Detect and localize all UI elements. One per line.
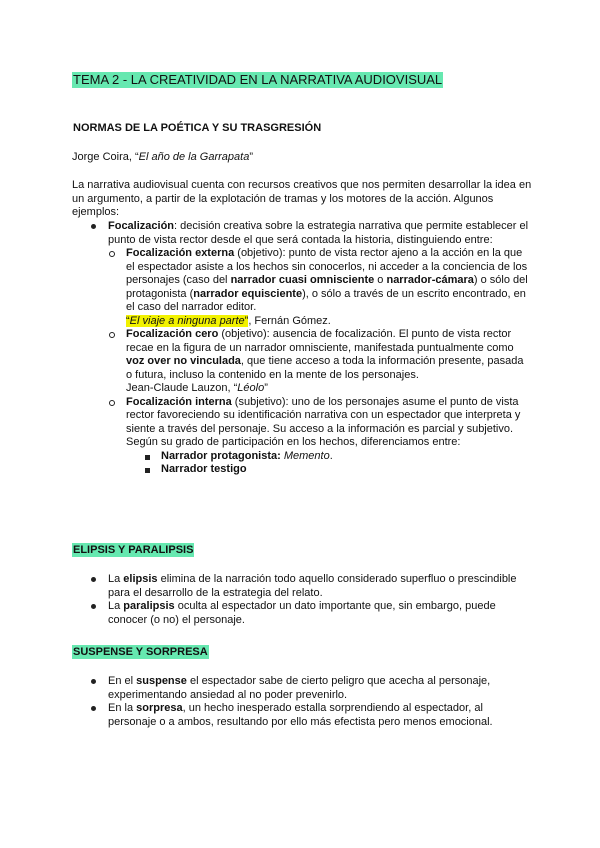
author-line: Jorge Coira, “El año de la Garrapata” [72,151,253,163]
list-item-focalizacion-interna: Focalización interna (subjetivo): uno de los personajes asume el punto de vista rector favoreciendo su identificación narrativa con un espectador que interpreta y siente a través del personaje. Su acceso a la información es parcial y subjetivo. Según su grado de participación en los hechos, diferenciamos entre: Narrador protagonista: Memento. Narrador testigo [108,396,532,477]
example-highlight: “El viaje a ninguna parte” [126,314,249,327]
page-title: TEMA 2 - LA CREATIVIDAD EN LA NARRATIVA AUDIOVISUAL [73,72,443,87]
list-item-focalizacion-externa: Focalización externa (objetivo): punto de vista rector ajeno a la acción en la que el espectador asiste a los hechos sin conocerlos, ni acceder a la conciencia de los personajes (caso del narrador cuasi omnisciente o narrador-cámara) o sólo del protagonista (narrador equisciente), o sólo a través de un escrito encontrado, en el caso del narrador editor. “El viaje a ninguna parte”, Fernán Gómez. [108,247,532,328]
section-heading-elipsis: ELIPSIS Y PARALIPSIS [73,544,194,556]
list-item-suspense: En el suspense el espectador sabe de cierto peligro que acecha al personaje, experimentando ansiedad al no poder prevenirlo. [91,675,532,702]
author-work-title: El año de la Garrapata [138,151,250,163]
list-item-narrador-testigo: Narrador testigo [145,463,532,477]
interna-sublist [145,450,532,477]
list-item-narrador-protagonista: Narrador protagonista: Memento. [145,450,532,464]
author-name: Jorge Coira, “ [72,151,139,163]
section-heading-normas: NORMAS DE LA POÉTICA Y SU TRASGRESIÓN [73,122,322,134]
list-item-paralipsis: La paralipsis oculta al espectador un dato importante que, sin embargo, puede conocer (o no) el personaje. [91,600,532,627]
list-item-focalizacion: Focalización: decisión creativa sobre la estrategia narrativa que permite establecer el punto de vista rector desde el que será contada la historia, distinguiendo entre: Focalización externa (objetivo): punto de vista rector ajeno a la acción en la que el espectador asiste a los hechos sin conocerlos, ni acceder a la conciencia de los personajes (caso del narrador cuasi omnisciente o narrador-cámara) o sólo del protagonista (narrador equisciente), o sólo a través de un escrito encontrado, en el caso del narrador editor. “El viaje a ninguna parte”, Fernán Gómez. Focalización cero (objetivo): ausencia de focalización. El punto de vista rector recae en la figura de un narrador omnisciente, manifestada puntualmente como voz over no vinculada, que tiene acceso a toda la información presente, pasada o futura, incluso la contenido en la mente de los personajes. Jean-Claude Lauzon, “Léolo” Focalización interna (subjetivo): uno de los personajes asume el punto de vista rector favoreciendo su identificación narrativa con un espectador que interpreta y siente a través del personaje. Su acceso a la información es parcial y subjetivo. Según su grado de participación en los hechos, diferenciamos entre: Narrador protagonista: Memento. Narrador testigo [91,220,532,477]
list-item-elipsis: La elipsis elimina de la narración todo aquello considerado superfluo o prescindible para el desarrollo de la estrategia del relato. [91,573,532,600]
list-item-sorpresa: En la sorpresa, un hecho inesperado estalla sorprendiendo al espectador, al personaje o a ambos, resultando por ello más efectista pero menos emocional. [91,702,532,729]
section-heading-suspense: SUSPENSE Y SORPRESA [73,646,208,658]
focalizacion-sublist [108,247,532,477]
elipsis-list [91,573,532,627]
main-bullet-list [91,220,532,477]
list-item-focalizacion-cero: Focalización cero (objetivo): ausencia de focalización. El punto de vista rector recae en la figura de un narrador omnisciente, manifestada puntualmente como voz over no vinculada, que tiene acceso a toda la información presente, pasada o futura, incluso la contenido en la mente de los personajes. Jean-Claude Lauzon, “Léolo” [108,328,532,396]
suspense-list [91,675,532,729]
intro-paragraph: La narrativa audiovisual cuenta con recursos creativos que nos permiten desarrollar la idea en un argumento, a partir de la explotación de tramas y los motores de la acción. Algunos ejemplos: [72,179,532,218]
